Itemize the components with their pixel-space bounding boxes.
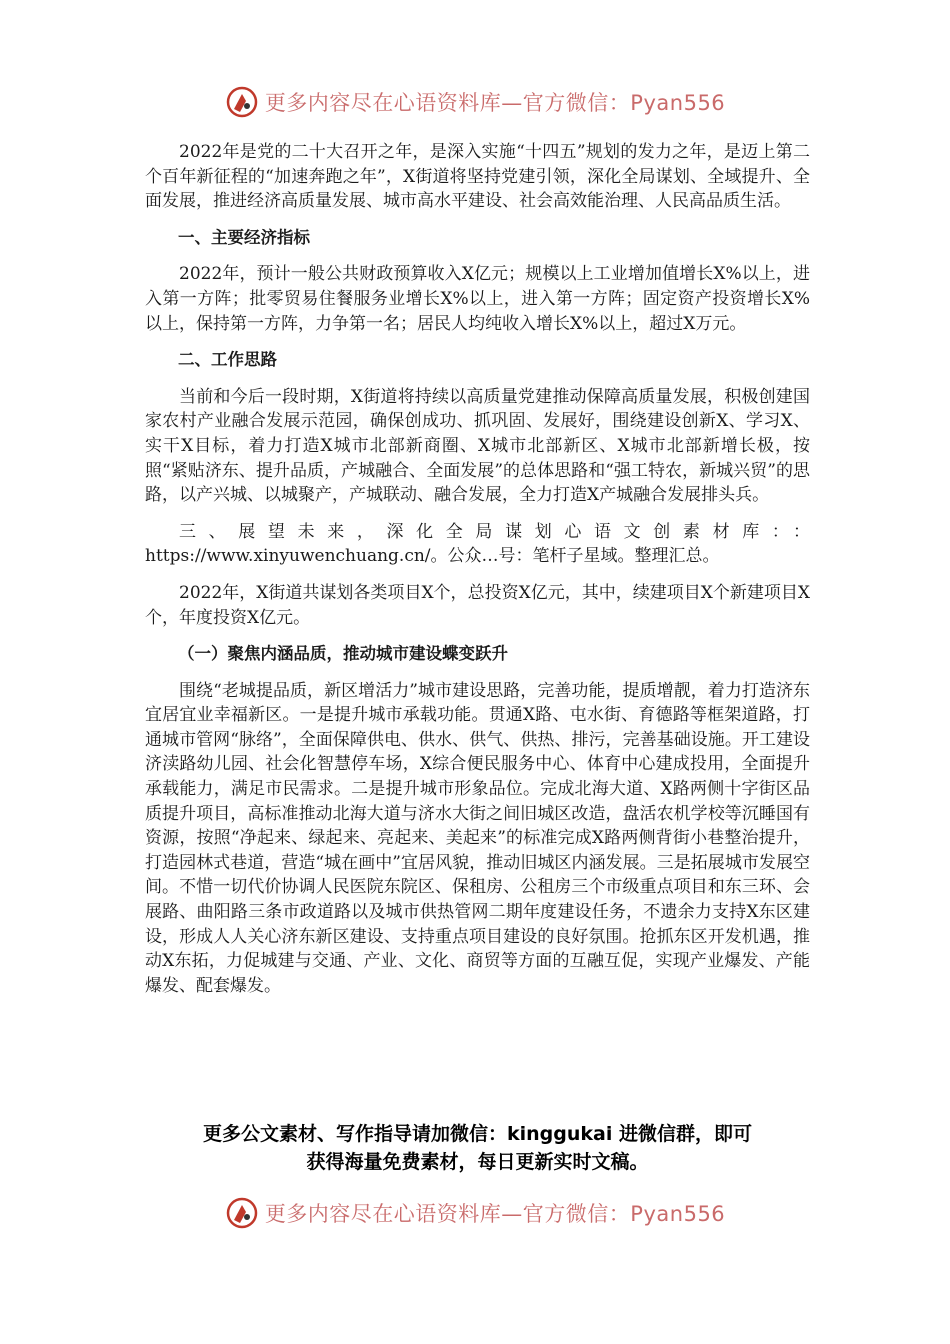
document-body [145, 140, 810, 1010]
section-3-body: 2022年，X街道共谋划各类项目X个，总投资X亿元，其中，续建项目X个新建项目X个，年度投资X亿元。 [145, 582, 810, 628]
footer-banner [0, 1193, 950, 1233]
banner-text: 更多内容尽在心语资料库—官方微信：Pyan556 [264, 91, 726, 115]
promo-line-2: 获得海量免费素材，每日更新实时文稿。 [306, 1151, 649, 1173]
section-2-body: 当前和今后一段时期，X街道将持续以高质量党建推动保障高质量发展，积极创建国家农村产业融合发展示范园，确保创成功、抓巩固、发展好，围绕建设创新X、学习X、实干X目标，着力打造X城市北部新商圈、X城市北部新区、X城市北部新增长极，按照“紧贴济东、提升品质，产城融合、全面发展”的总体思路和“强工特农，新城兴贸”的思路，以产兴城、以城聚产，产城联动、融合发展，全力打造X产城融合发展排头兵。 [145, 386, 810, 506]
banner-text: 更多内容尽在心语资料库—官方微信：Pyan556 [264, 1202, 726, 1226]
section-1-title: 一、主要经济指标 [178, 227, 310, 247]
header-banner [0, 82, 950, 122]
logo-icon [225, 1196, 259, 1230]
logo-icon [225, 85, 259, 119]
promo-block [140, 1120, 815, 1176]
intro-paragraph: 2022年是党的二十大召开之年，是深入实施“十四五”规划的发力之年，是迈上第二个百年新征程的“加速奔跑之年”，X街道将坚持党建引领，深化全局谋划、全域提升、全面发展，推进经济高质量发展、城市高水平建设、社会高效能治理、人民高品质生活。 [145, 142, 810, 212]
promo-line-1: 更多公文素材、写作指导请加微信：kinggukai 进微信群，即可 [203, 1123, 752, 1145]
section-3-title: 三、展望未来，深化全局谋划心语文创素材库：：https://www.xinyuwenchuang.cn/。公众…号：笔杆子星域。整理汇总。 [145, 521, 810, 567]
subsection-1-title: （一）聚焦内涵品质，推动城市建设蝶变跃升 [178, 644, 508, 664]
section-2-title: 二、工作思路 [178, 350, 277, 370]
subsection-1-body: 围绕“老城提品质，新区增活力”城市建设思路，完善功能，提质增靓，着力打造济东宜居宜业幸福新区。一是提升城市承载功能。贯通X路、屯水街、育德路等框架道路，打通城市管网“脉络”，全面保障供电、供水、供气、供热、排污，完善基础设施。开工建设济渎路幼儿园、社会化智慧停车场，X综合便民服务中心、体育中心建成投用，全面提升承载能力，满足市民需求。二是提升城市形象品位。完成北海大道、X路两侧十字街区品质提升项目，高标准推动北海大道与济水大街之间旧城区改造，盘活农机学校等沉睡国有资源，按照“净起来、绿起来、亮起来、美起来”的标准完成X路两侧背街小巷整治提升，打造园林式巷道，营造“城在画中”宜居风貌，推动旧城区内涵发展。三是拓展城市发展空间。不惜一切代价协调人民医院东院区、保租房、公租房三个市级重点项目和东三环、会展路、曲阳路三条市政道路以及城市供热管网二期年度建设任务，不遗余力支持X东区建设，形成人人关心济东新区建设、支持重点项目建设的良好氛围。抢抓东区开发机遇，推动X东拓，力促城建与交通、产业、文化、商贸等方面的互融互促，实现产业爆发、产能爆发、配套爆发。 [145, 680, 810, 996]
section-1-body: 2022年，预计一般公共财政预算收入X亿元；规模以上工业增加值增长X%以上，进入第一方阵；批零贸易住餐服务业增长X%以上，进入第一方阵；固定资产投资增长X%以上，保持第一方阵，力争第一名；居民人均纯收入增长X%以上，超过X万元。 [145, 264, 810, 334]
